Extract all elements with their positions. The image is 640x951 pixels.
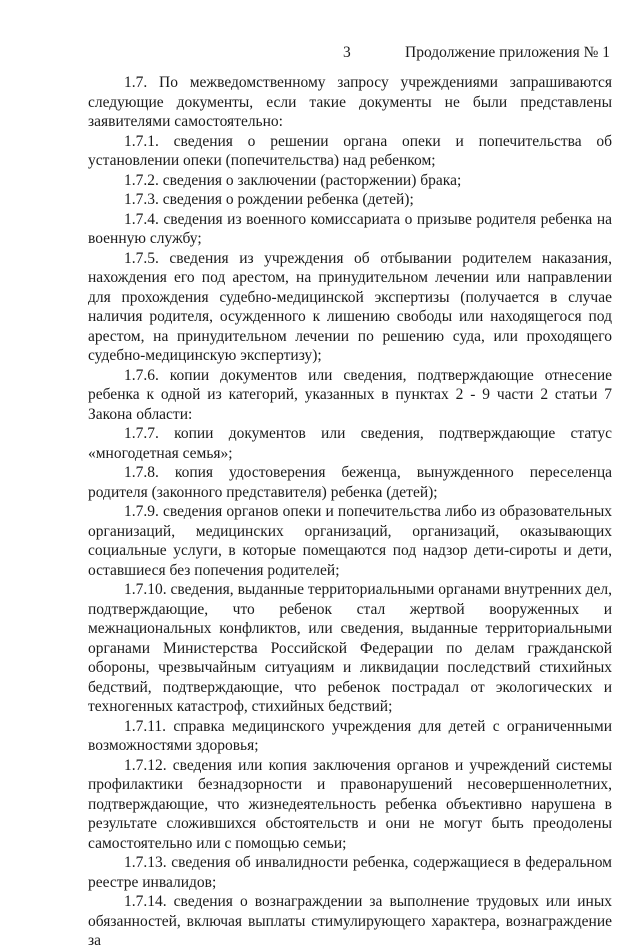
paragraph-1-7-6: 1.7.6. копии документов или сведения, подтверждающие отнесение ребенка к одной из категорий, указанных в пунктах 2 - 9 части 2 статьи 7 Закона области: <box>88 366 612 423</box>
paragraph-1-7-13: 1.7.13. сведения об инвалидности ребенка, содержащиеся в федеральном реестре инвалидов; <box>88 854 612 891</box>
paragraph-1-7-2: 1.7.2. сведения о заключении (расторжении) брака; <box>124 171 462 189</box>
page-header <box>0 44 640 68</box>
appendix-continuation-label: Продолжение приложения № 1 <box>405 44 610 61</box>
paragraph-1-7-10: 1.7.10. сведения, выданные территориальными органами внутренних дел, подтверждающие, что ребенок стал жертвой вооруженных и межнациональных конфликтов, или сведения, выданные территориальными органами Министерства Российской Федерации по делам гражданской обороны, чрезвычайным ситуациям и ликвидации последствий стихийных бедствий, подтверждающие, что ребенок пострадал от экологических и техногенных катастроф, стихийных бедствий; <box>88 581 612 715</box>
paragraph-1-7-7: 1.7.7. копии документов или сведения, подтверждающие статус «многодетная семья»; <box>88 425 612 462</box>
paragraph-1-7-9: 1.7.9. сведения органов опеки и попечительства либо из образовательных организаций, медицинских организаций, организаций, оказывающих социальные услуги, в которые помещаются под надзор дети-сироты и дети, оставшиеся без попечения родителей; <box>88 503 612 579</box>
paragraph-1-7: 1.7. По межведомственному запросу учреждениями запрашиваются следующие документы, если такие документы не были представлены заявителями самостоятельно: <box>88 74 612 130</box>
page-number: 3 <box>343 44 351 61</box>
document-body <box>88 73 612 951</box>
paragraph-1-7-5: 1.7.5. сведения из учреждения об отбывании родителем наказания, нахождения его под арестом, на принудительном лечении или направлении для прохождения судебно-медицинской экспертизы (получается в случае наличия родителя, осужденного к лишению свободы или находящегося под арестом, на принудительном лечении по решению суда, или проходящего судебно-медицинскую экспертизу); <box>88 249 612 364</box>
paragraph-1-7-4: 1.7.4. сведения из военного комиссариата о призыве родителя ребенка на военную службу; <box>88 210 612 247</box>
paragraph-1-7-3: 1.7.3. сведения о рождении ребенка (детей); <box>124 191 414 208</box>
paragraph-1-7-12: 1.7.12. сведения или копия заключения органов и учреждений системы профилактики безнадзорности и правонарушений несовершеннолетних, подтверждающие, что жизнедеятельность ребенка объективно нарушена в результате сложившихся обстоятельств и они не могут быть преодолены самостоятельно или с помощью семьи; <box>88 756 612 852</box>
paragraph-1-7-14: 1.7.14. сведения о вознаграждении за выполнение трудовых или иных обязанностей, включая выплаты стимулирующего характера, вознаграждение за <box>88 893 612 949</box>
paragraph-1-7-1: 1.7.1. сведения о решении органа опеки и попечительства об установлении опеки (попечительства) над ребенком; <box>88 132 612 169</box>
paragraph-1-7-11: 1.7.11. справка медицинского учреждения для детей с ограниченными возможностями здоровья; <box>88 717 612 754</box>
paragraph-1-7-8: 1.7.8. копия удостоверения беженца, вынужденного переселенца родителя (законного представителя) ребенка (детей); <box>88 464 612 501</box>
